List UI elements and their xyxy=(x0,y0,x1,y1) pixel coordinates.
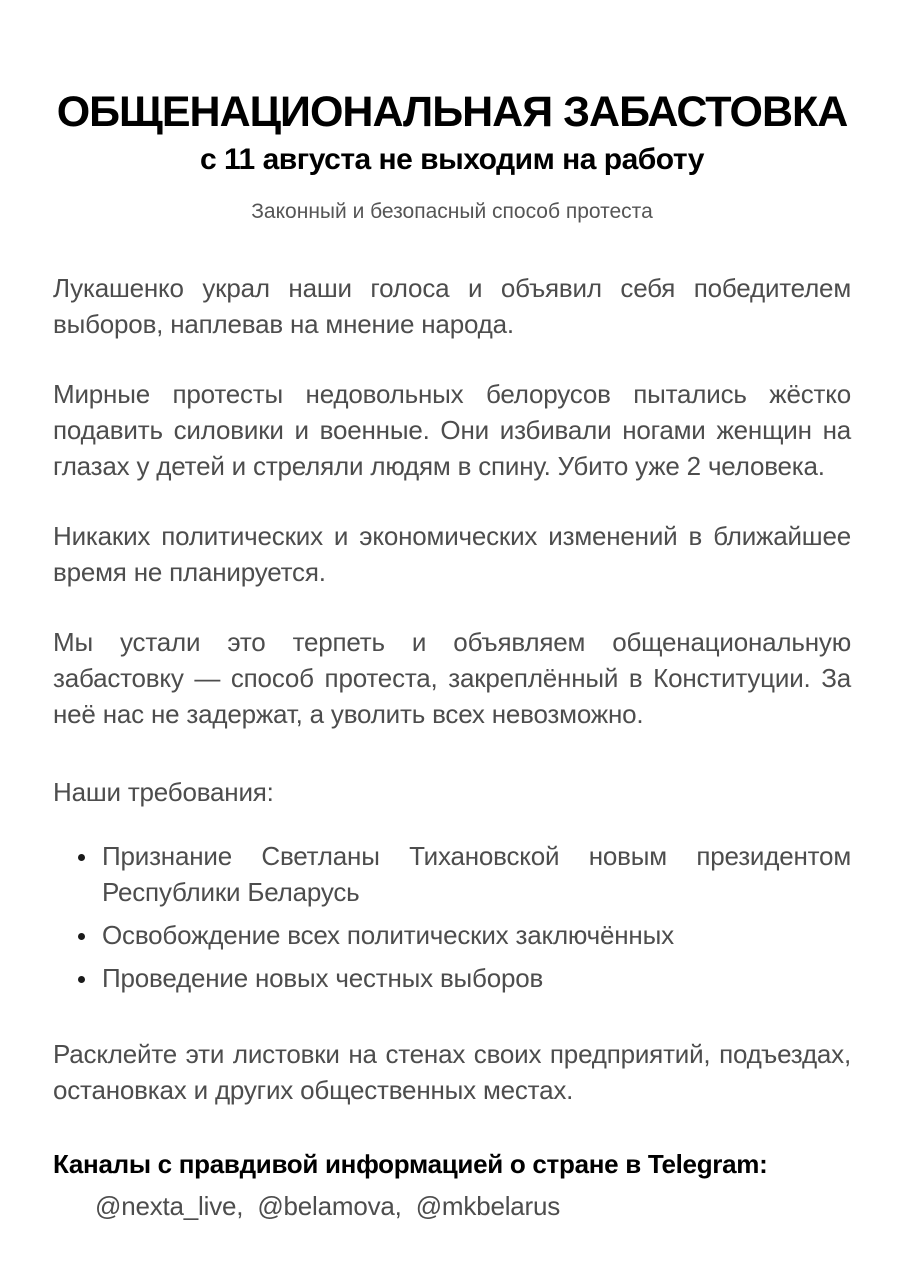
demands-list xyxy=(53,838,851,996)
page-subtitle: с 11 августа не выходим на работу xyxy=(200,143,704,177)
paragraph-no-changes: Никаких политических и экономических изменений в ближайшее время не планируется. xyxy=(53,520,851,587)
telegram-channel-handles: @nexta_live, @belamova, @mkbelarus xyxy=(95,1190,561,1221)
list-item: • Признание Светланы Тихановской новым президентом Республики Беларусь xyxy=(99,838,851,910)
leaflet-header xyxy=(53,88,851,224)
demands-heading: Наши требования: xyxy=(53,776,274,807)
leaflet-footer xyxy=(53,1146,851,1224)
list-item: • Освобождение всех политических заключённых xyxy=(99,917,851,953)
paragraph-strike-announcement: Мы устали это терпеть и объявляем общенациональную забастовку — способ протеста, закреплённый в Конституции. За неё нас не задержат, а уволить всех невозможно. xyxy=(53,626,851,729)
leaflet-body xyxy=(53,270,851,1108)
telegram-channels-heading: Каналы с правдивой информацией о стране в Telegram: xyxy=(53,1148,768,1179)
paragraph-election-stolen: Лукашенко украл наши голоса и объявил себя победителем выборов, наплевав на мнение народа. xyxy=(53,272,851,339)
paragraph-protest-crackdown: Мирные протесты недовольных белорусов пытались жёстко подавить силовики и военные. Они избивали ногами женщин на глазах у детей и стреляли людям в спину. Убито уже 2 человека. xyxy=(53,378,851,481)
page-tagline: Законный и безопасный способ протеста xyxy=(251,199,653,223)
paragraph-call-to-action: Расклейте эти листовки на стенах своих предприятий, подъездах, остановках и других общественных местах. xyxy=(53,1038,851,1105)
page-title: ОБЩЕНАЦИОНАЛЬНАЯ ЗАБАСТОВКА xyxy=(56,88,848,136)
list-item: • Проведение новых честных выборов xyxy=(99,960,851,996)
